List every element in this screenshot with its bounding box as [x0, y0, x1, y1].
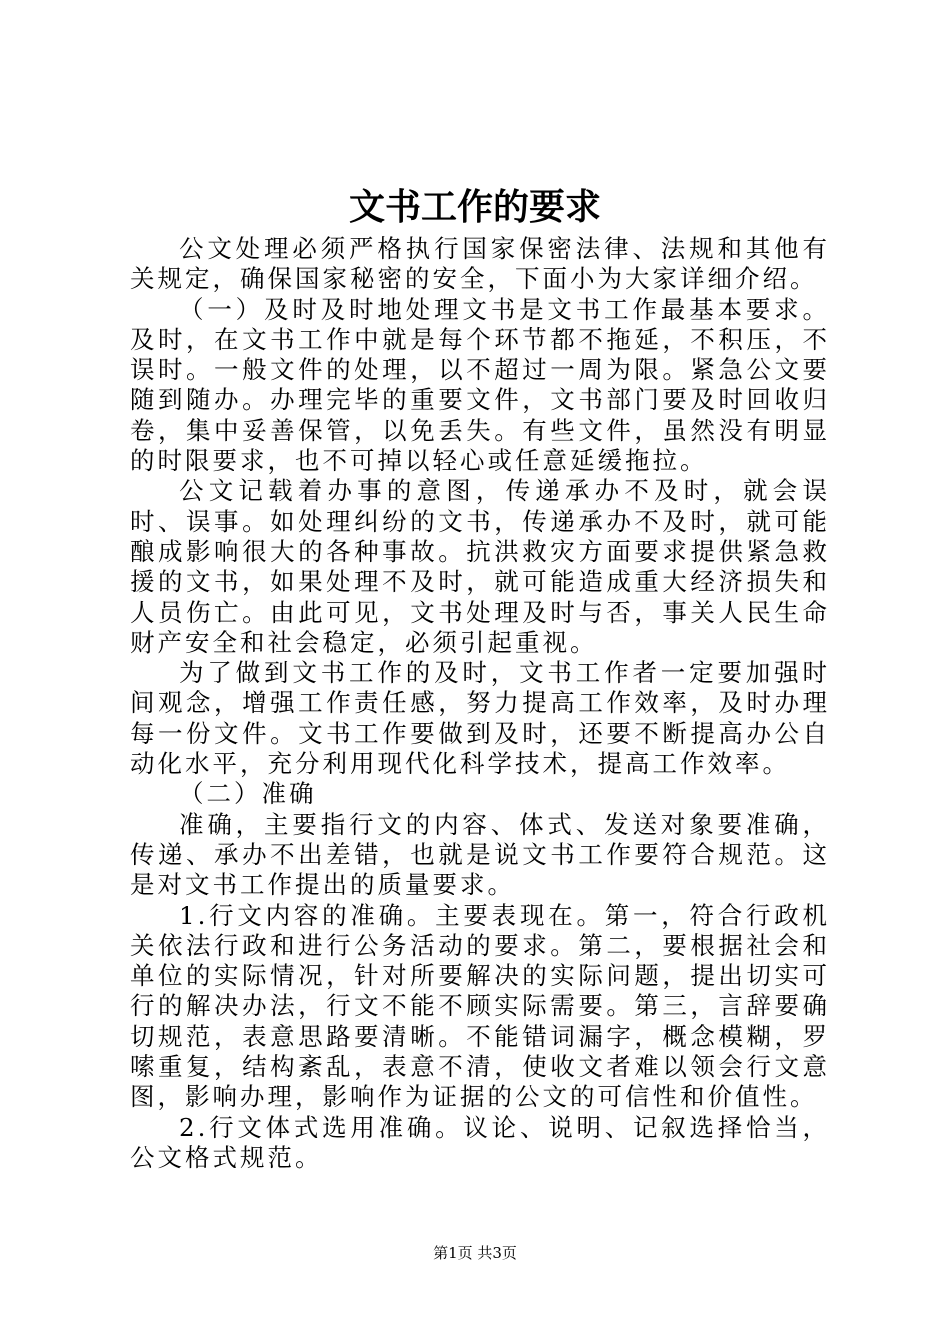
section-heading: （二）准确	[179, 779, 317, 809]
paragraph: 准确，主要指行文的内容、体式、发送对象要准确，传递、承办不出差错，也就是说文书工作要符合规范。这是对文书工作提出的质量要求。	[130, 809, 830, 900]
paragraph: 公文处理必须严格执行国家保密法律、法规和其他有关规定，确保国家秘密的安全，下面小为大家详细介绍。	[130, 234, 830, 294]
page-footer: 第1页 共3页	[433, 1244, 517, 1262]
paragraph: 1.行文内容的准确。主要表现在。第一，符合行政机关依法行政和进行公务活动的要求。第二，要根据社会和单位的实际情况，针对所要解决的实际问题，提出切实可行的解决办法，行文不能不顾实际需要。第三，言辞要确切规范，表意思路要清晰。不能错词漏字，概念模糊，罗嗦重复，结构紊乱，表意不清，使收文者难以领会行文意图，影响办理，影响作为证据的公文的可信性和价值性。	[130, 900, 830, 1112]
paragraph: 公文记载着办事的意图，传递承办不及时，就会误时、误事。如处理纠纷的文书，传递承办不及时，就可能酿成影响很大的各种事故。抗洪救灾方面要求提供紧急救援的文书，如果处理不及时，就可能造成重大经济损失和人员伤亡。由此可见，文书处理及时与否，事关人民生命财产安全和社会稳定，必须引起重视。	[130, 476, 830, 657]
paragraph: （一）及时及时地处理文书是文书工作最基本要求。及时，在文书工作中就是每个环节都不拖延，不积压，不误时。一般文件的处理，以不超过一周为限。紧急公文要随到随办。办理完毕的重要文件，文书部门要及时回收归卷，集中妥善保管，以免丢失。有些文件，虽然没有明显的时限要求，也不可掉以轻心或任意延缓拖拉。	[130, 294, 830, 476]
paragraph: 2.行文体式选用准确。议论、说明、记叙选择恰当，公文格式规范。	[130, 1112, 830, 1172]
paragraph: 为了做到文书工作的及时，文书工作者一定要加强时间观念，增强工作责任感，努力提高工作效率，及时办理每一份文件。文书工作要做到及时，还要不断提高办公自动化水平，充分利用现代化科学技术，提高工作效率。	[130, 658, 830, 779]
document-body	[130, 234, 830, 1173]
document-title: 文书工作的要求	[348, 186, 601, 228]
